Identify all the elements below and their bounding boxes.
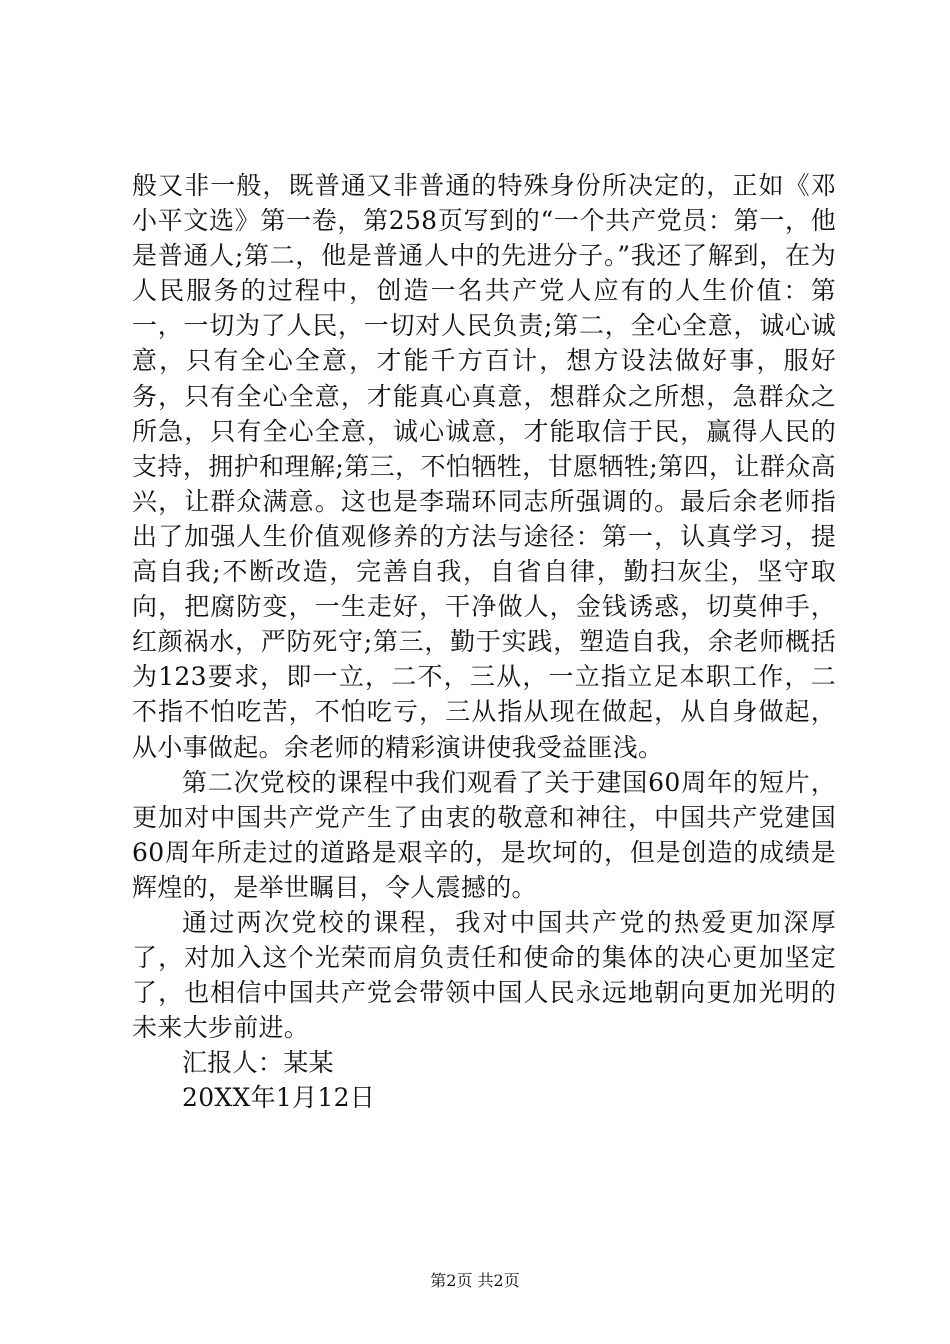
reporter-signature: 汇报人：某某 (182, 1048, 334, 1078)
document-body (132, 168, 836, 1116)
paragraph-continuation: 般又非一般，既普通又非普通的特殊身份所决定的，正如《邓小平文选》第一卷，第258页写到的“一个共产党员：第一，他是普通人;第二，他是普通人中的先进分子。”我还了解到，在为人民服务的过程中，创造一名共产党人应有的人生价值：第一，一切为了人民，一切对人民负责;第二，全心全意，诚心诚意，只有全心全意，才能千方百计，想方设法做好事，服好务，只有全心全意，才能真心真意，想群众之所想，急群众之所急，只有全心全意，诚心诚意，才能取信于民，赢得人民的支持，拥护和理解;第三，不怕牺牲，甘愿牺牲;第四，让群众高兴，让群众满意。这也是李瑞环同志所强调的。最后余老师指出了加强人生价值观修养的方法与途径：第一，认真学习，提高自我;不断改造，完善自我，自省自律，勤扫灰尘，坚守取向，把腐防变，一生走好，干净做人，金钱诱惑，切莫伸手，红颜祸水，严防死守;第三，勤于实践，塑造自我，余老师概括为123要求，即一立，二不，三从，一立指立足本职工作，二不指不怕吃苦，不怕吃亏，三从指从现在做起，从自身做起，从小事做起。余老师的精彩演讲使我受益匪浅。 (132, 171, 836, 762)
report-date: 20XX年1月12日 (182, 1083, 376, 1113)
paragraph-conclusion: 通过两次党校的课程，我对中国共产党的热爱更加深厚了，对加入这个光荣而肩负责任和使命的集体的决心更加坚定了，也相信中国共产党会带领中国人民永远地朝向更加光明的未来大步前进。 (132, 907, 836, 1043)
paragraph-second-session: 第二次党校的课程中我们观看了关于建国60周年的短片，更加对中国共产党产生了由衷的敬意和神往，中国共产党建国60周年所走过的道路是艰辛的，是坎坷的，但是创造的成绩是辉煌的，是举世瞩目，令人震撼的。 (132, 767, 836, 902)
page-footer: 第2页 共2页 (430, 1271, 520, 1290)
